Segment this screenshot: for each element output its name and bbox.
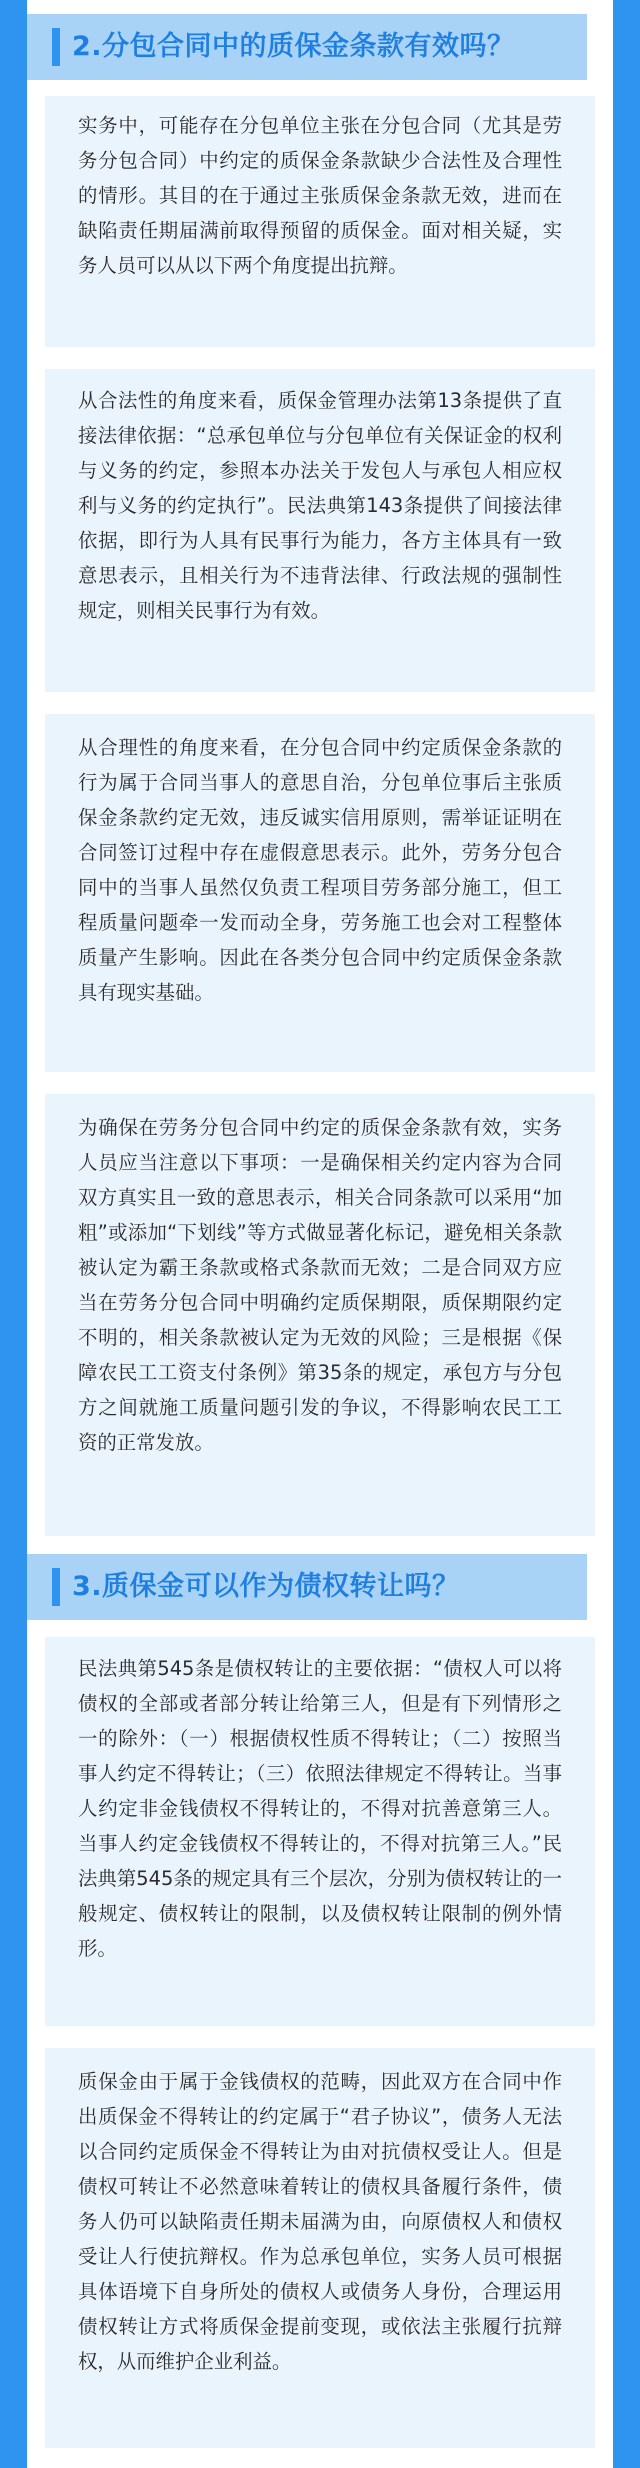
paragraph-card [45,96,595,347]
section-title: 3.质保金可以作为债权转让吗？ [72,1571,460,1602]
section-heading-2 [27,14,587,80]
paragraph-card [45,714,595,1072]
paragraph-card [45,1094,595,1536]
paragraph-text: 从合法性的角度来看，质保金管理办法第13条提供了直接法律依据：“总承包单位与分包单位有关保证金的权利与义务的约定，参照本办法关于发包人与承包人相应权利与义务的约定执行”。民法典第143条提供了间接法律依据，即行为人具有民事行为能力，各方主体具有一致意思表示，且相关行为不违背法律、行政法规的强制性规定，则相关民事行为有效。 [78,389,562,622]
paragraph-card [45,1637,595,2026]
paragraph-text: 从合理性的角度来看，在分包合同中约定质保金条款的行为属于合同当事人的意思自治，分包单位事后主张质保金条款约定无效，违反诚实信用原则，需举证证明在合同签订过程中存在虚假意思表示。此外，劳务分包合同中的当事人虽然仅负责工程项目劳务部分施工，但工程质量问题牵一发而动全身，劳务施工也会对工程整体质量产生影响。因此在各类分包合同中约定质保金条款具有现实基础。 [78,736,562,1004]
section-heading-3 [27,1554,587,1620]
paragraph-text: 为确保在劳务分包合同中约定的质保金条款有效，实务人员应当注意以下事项：一是确保相关约定内容为合同双方真实且一致的意思表示，相关合同条款可以采用“加粗”或添加“下划线”等方式做显著化标记，避免相关条款被认定为霸王条款或格式条款而无效；二是合同双方应当在劳务分包合同中明确约定质保期限，质保期限约定不明的，相关条款被认定为无效的风险；三是根据《保障农民工工资支付条例》第35条的规定，承包方与分包方之间就施工质量问题引发的争议，不得影响农民工工资的正常发放。 [78,1116,562,1454]
paragraph-card [45,2048,595,2448]
paragraph-text: 质保金由于属于金钱债权的范畴，因此双方在合同中作出质保金不得转让的约定属于“君子协议”，债务人无法以合同约定质保金不得转让为由对抗债权受让人。但是债权可转让不必然意味着转让的债权具备履行条件，债务人仍可以缺陷责任期未届满为由，向原债权人和债权受让人行使抗辩权。作为总承包单位，实务人员可根据具体语境下自身所处的债权人或债务人身份，合理运用债权转让方式将质保金提前变现，或依法主张履行抗辩权，从而维护企业利益。 [78,2070,562,2373]
paragraph-text: 实务中，可能存在分包单位主张在分包合同（尤其是劳务分包合同）中约定的质保金条款缺少合法性及合理性的情形。其目的在于通过主张质保金条款无效，进而在缺陷责任期届满前取得预留的质保金。面对相关疑，实务人员可以从以下两个角度提出抗辩。 [78,114,562,277]
heading-accent-bar [52,28,60,66]
section-title: 2.分包合同中的质保金条款有效吗？ [72,31,515,62]
paragraph-text: 民法典第545条是债权转让的主要依据：“债权人可以将债权的全部或者部分转让给第三人，但是有下列情形之一的除外：（一）根据债权性质不得转让；（二）按照当事人约定不得转让；（三）依照法律规定不得转让。当事人约定非金钱债权不得转让的，不得对抗善意第三人。当事人约定金钱债权不得转让的，不得对抗第三人。”民法典第545条的规定具有三个层次，分别为债权转让的一般规定、债权转让的限制，以及债权转让限制的例外情形。 [78,1657,562,1960]
paragraph-card [45,369,595,692]
heading-accent-bar [52,1568,60,1606]
